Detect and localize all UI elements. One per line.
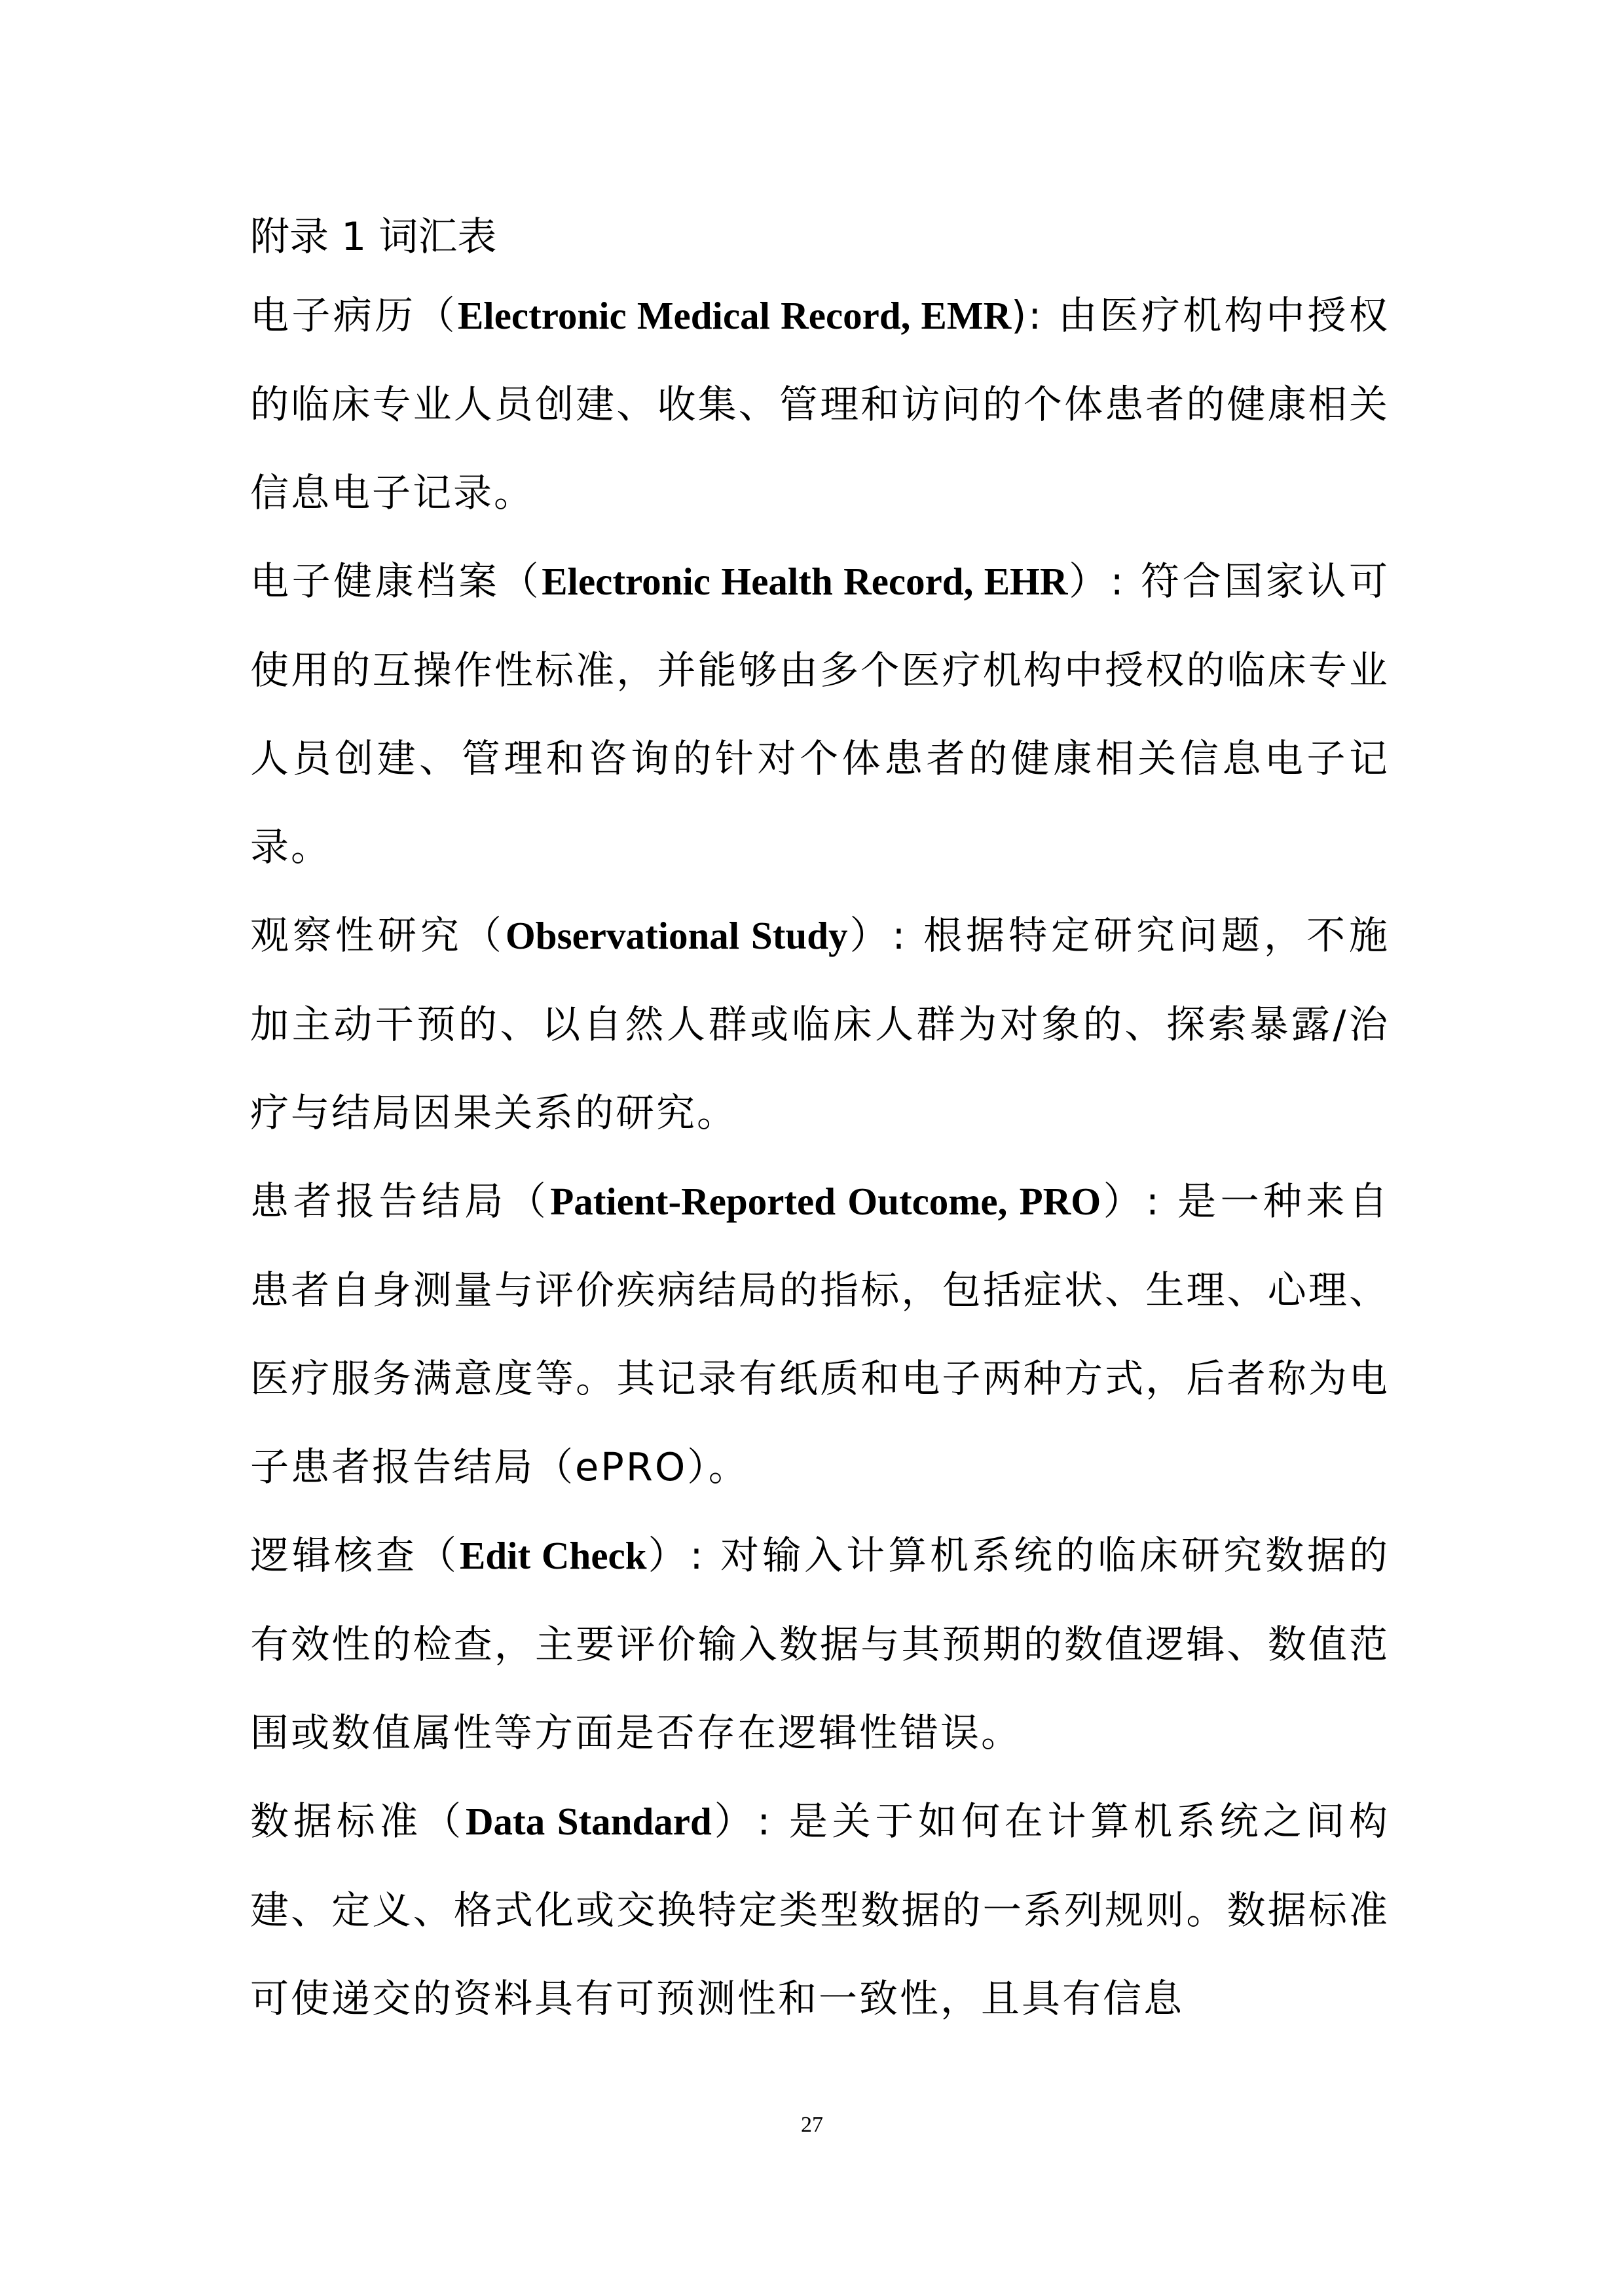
open-paren: （ <box>462 913 506 958</box>
open-paren: （ <box>422 1798 466 1844</box>
definition: 由医疗机构中授权的临床专业人员创建、收集、管理和访问的个体患者的健康相关信息电子记录。 <box>250 293 1390 515</box>
open-paren: （ <box>507 1178 551 1224</box>
open-paren: （ <box>500 558 542 604</box>
close-paren: ）: <box>646 1533 705 1578</box>
term-zh: 电子病历 <box>250 293 416 338</box>
glossary-entry-emr <box>250 271 1390 537</box>
glossary-entry-observational-study <box>250 891 1390 1157</box>
glossary-entry-edit-check <box>250 1511 1390 1777</box>
term-zh: 观察性研究 <box>250 913 463 958</box>
term-en: Electronic Health Record, EHR <box>542 560 1068 603</box>
term-en: Electronic Medical Record, EMR <box>457 294 1012 337</box>
term-en: Edit Check <box>459 1534 647 1577</box>
term-en: Patient-Reported Outcome, PRO <box>550 1180 1101 1223</box>
definition: 根据特定研究问题，不施加主动干预的、以自然人群或临床人群为对象的、探索暴露/治疗与结局因果关系的研究。 <box>250 913 1390 1135</box>
definition: 是关于如何在计算机系统之间构建、定义、格式化或交换特定类型数据的一系列规则。数据标准可使递交的资料具有可预测性和一致性，且具有信息 <box>250 1798 1390 2021</box>
close-paren: ）: <box>1067 558 1126 604</box>
page-number: 27 <box>801 2113 823 2137</box>
open-paren: （ <box>416 293 458 338</box>
close-paren: ）: <box>847 913 908 958</box>
glossary-entry-pro <box>250 1157 1390 1511</box>
page-content <box>250 204 1390 2043</box>
glossary-entry-data-standard <box>250 1777 1390 2043</box>
term-zh: 患者报告结局 <box>250 1178 507 1224</box>
glossary-entry-ehr <box>250 537 1390 891</box>
term-zh: 逻辑核查 <box>250 1533 418 1578</box>
term-zh: 数据标准 <box>250 1798 423 1844</box>
appendix-heading: 附录 1 词汇表 <box>250 214 497 260</box>
close-paren: ）: <box>711 1798 773 1844</box>
definition: 是一种来自患者自身测量与评价疾病结局的指标，包括症状、生理、心理、医疗服务满意度等。其记录有纸质和电子两种方式，后者称为电子患者报告结局（ePRO）。 <box>250 1178 1390 1489</box>
close-paren: ): <box>1011 293 1044 338</box>
close-paren: ）: <box>1101 1178 1161 1224</box>
definition: 对输入计算机系统的临床研究数据的有效性的检查，主要评价输入数据与其预期的数值逻辑、数值范围或数值属性等方面是否存在逻辑性错误。 <box>250 1533 1390 1755</box>
term-zh: 电子健康档案 <box>250 558 500 604</box>
definition: 符合国家认可使用的互操作性标准，并能够由多个医疗机构中授权的临床专业人员创建、管理和咨询的针对个体患者的健康相关信息电子记录。 <box>250 558 1390 869</box>
term-en: Observational Study <box>505 914 848 957</box>
open-paren: （ <box>417 1533 460 1578</box>
term-en: Data Standard <box>465 1800 712 1843</box>
